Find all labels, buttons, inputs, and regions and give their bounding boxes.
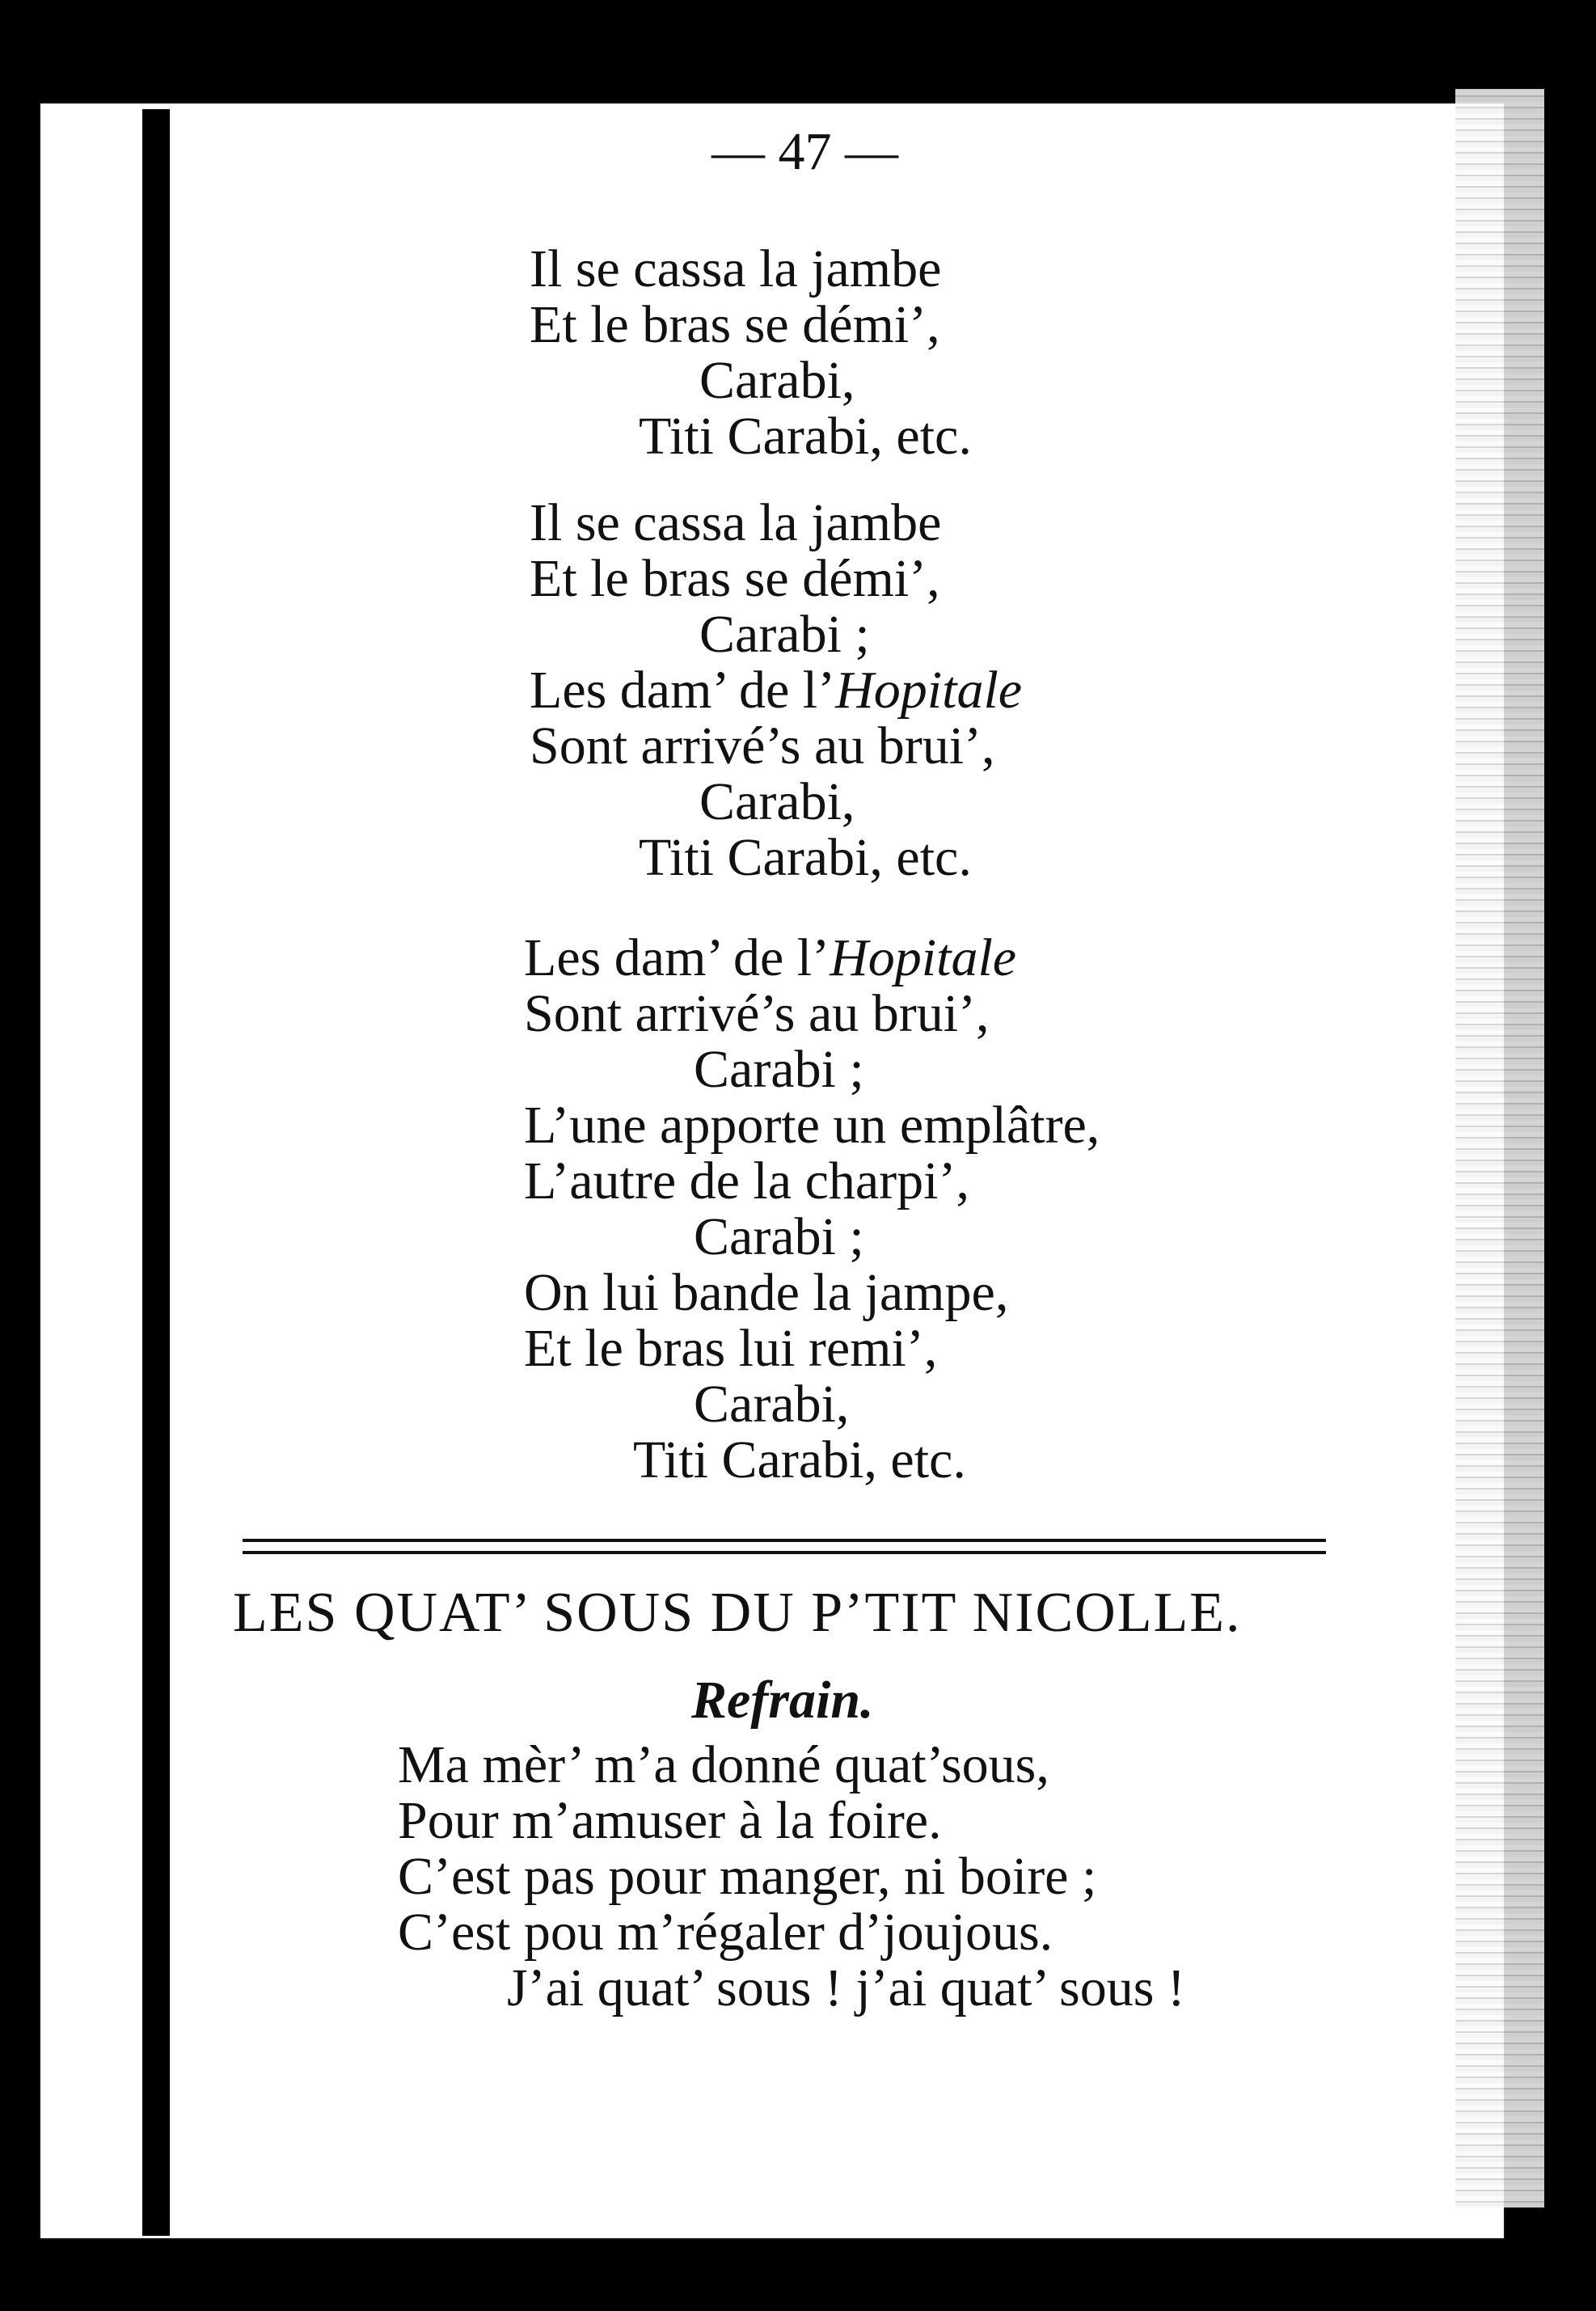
verse-line: Titi Carabi, etc. <box>633 1430 966 1489</box>
page-edge <box>1455 89 1544 2207</box>
verse-line: J’ai quat’ sous ! j’ai quat’ sous ! <box>507 1958 1185 2017</box>
page-number: — 47 — <box>711 122 898 181</box>
italic-word: Hopitale <box>830 928 1017 987</box>
song-title: LES QUAT’ SOUS DU P’TIT NICOLLE. <box>233 1582 1242 1644</box>
verse-line: Carabi, <box>694 1375 850 1434</box>
verse-line: Et le bras se démi’, <box>530 549 940 608</box>
verse-line: Carabi ; <box>694 1207 864 1266</box>
verse-line: Les dam’ de l’Hopitale <box>530 661 1023 720</box>
refrain-text <box>398 1737 1185 2016</box>
verse-line: Les dam’ de l’Hopitale <box>524 928 1017 987</box>
verse-line: Sont arrivé’s au brui’, <box>524 984 990 1043</box>
verse-line: Pour m’amuser à la foire. <box>398 1791 942 1850</box>
book-spine <box>142 109 170 2236</box>
stanza-1 <box>530 241 972 464</box>
verse-line: Il se cassa la jambe <box>530 239 942 298</box>
verse-line: Carabi, <box>699 772 855 831</box>
verse-line: Il se cassa la jambe <box>530 493 942 552</box>
verse-line: Et le bras lui remi’, <box>524 1319 938 1378</box>
verse-line: Sont arrivé’s au brui’, <box>530 716 995 775</box>
verse-line: L’une apporte un emplâtre, <box>524 1096 1100 1155</box>
verse-line: L’autre de la charpi’, <box>524 1151 969 1210</box>
verse-line: On lui bande la jampe, <box>524 1263 1009 1322</box>
stanza-2 <box>530 495 1022 885</box>
stanza-3 <box>524 930 1100 1488</box>
refrain-label: Refrain. <box>691 1671 874 1730</box>
verse-line: Titi Carabi, etc. <box>639 828 972 887</box>
verse-line: Ma mèr’ m’a donné quat’sous, <box>398 1735 1049 1794</box>
verse-line: Carabi, <box>699 351 855 410</box>
verse-line: C’est pas pour manger, ni boire ; <box>398 1847 1097 1906</box>
section-divider-bottom <box>243 1551 1326 1554</box>
verse-line: Carabi ; <box>694 1040 864 1099</box>
verse-line: C’est pou m’régaler d’joujous. <box>398 1903 1053 1962</box>
section-divider-top <box>243 1539 1326 1542</box>
italic-word: Hopitale <box>835 661 1023 720</box>
verse-line: Titi Carabi, etc. <box>639 407 972 466</box>
verse-line: Et le bras se démi’, <box>530 295 940 354</box>
verse-line: Carabi ; <box>699 605 870 664</box>
